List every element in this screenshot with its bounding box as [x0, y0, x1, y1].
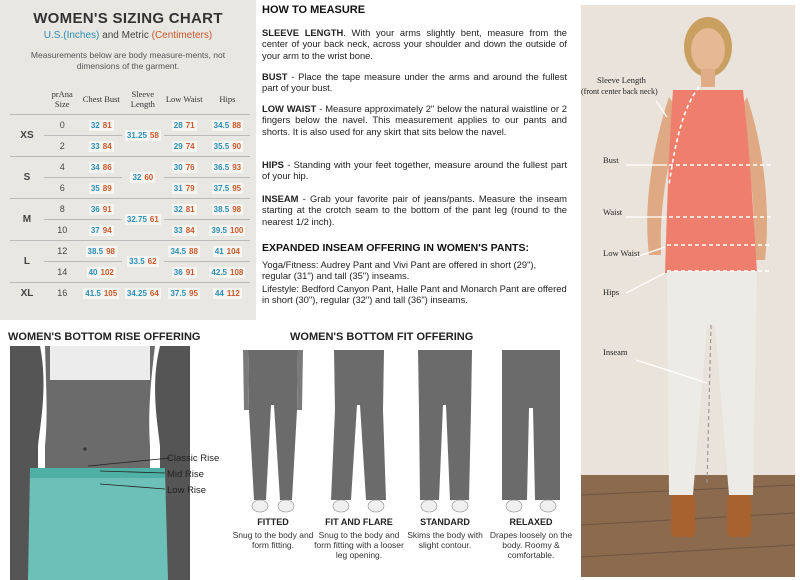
size-row — [10, 241, 250, 262]
fit-name-relaxed: RELAXED — [509, 517, 553, 527]
rise-navel — [83, 447, 86, 450]
low-waist-cell-cm: 74 — [185, 141, 195, 151]
measure-text-bust: - Place the tape measure under the arms and around the fullest part of your bust. — [262, 71, 567, 94]
photo-label-sleeve: Sleeve Length — [597, 75, 646, 85]
chest-bust-cell — [80, 115, 122, 136]
sleeve-length-cell-cm: 64 — [149, 288, 159, 298]
size-table — [10, 84, 250, 303]
chest-bust-cell-cm: 91 — [102, 204, 112, 214]
sleeve-length-cell-in: 33.5 — [129, 257, 145, 266]
low-waist-cell — [164, 241, 205, 262]
rise-title: WOMEN'S BOTTOM RISE OFFERING — [8, 331, 201, 343]
fit-and-flare-pant-icon — [331, 350, 386, 512]
sleeve-length-cell-in: 31.25 — [126, 131, 147, 140]
fit-desc-fitted: Snug to the body and form fitting. — [232, 530, 314, 550]
fit-name-fit-and-flare: FIT AND FLARE — [325, 517, 393, 527]
subtitle-and: and Metric — [102, 30, 149, 41]
inseam-offering-title: EXPANDED INSEAM OFFERING IN WOMEN'S PANTS: — [262, 242, 529, 254]
low-waist-cell-cm: 71 — [185, 120, 195, 130]
chest-bust-cell-in: 38.5 — [87, 246, 104, 256]
low-waist-cell — [164, 136, 205, 157]
chest-bust-cell-cm: 89 — [102, 183, 112, 193]
size-number: 12 — [44, 241, 81, 262]
subtitle-metric: (Centimeters) — [151, 30, 213, 41]
size-label: XS — [10, 115, 44, 157]
measure-text-inseam: - Grab your favorite pair of jeans/pants. Measure the inseam starting at the crotch seam to the bottom of the pant leg (round to the nearest 1/2 inch). — [262, 193, 567, 227]
measure-term-inseam: INSEAM — [262, 193, 299, 204]
hips-cell-cm: 100 — [230, 225, 244, 235]
low-waist-cell-cm: 88 — [189, 246, 198, 256]
size-label: L — [10, 241, 44, 283]
fit-title: WOMEN'S BOTTOM FIT OFFERING — [290, 331, 474, 343]
hips-cell-cm: 98 — [232, 204, 242, 214]
photo-label-inseam: Inseam — [603, 347, 628, 357]
size-label: S — [10, 157, 44, 199]
hips-cell-cm: 95 — [232, 183, 242, 193]
measure-inseam — [262, 193, 567, 227]
measure-bust — [262, 71, 567, 94]
chest-bust-cell — [80, 136, 122, 157]
low-waist-cell-cm: 84 — [185, 225, 195, 235]
low-waist-cell-in: 28 — [173, 120, 183, 130]
face — [691, 28, 725, 72]
header-chest-bust: Chest Bust — [82, 94, 120, 104]
hips-cell-in: 38.5 — [213, 204, 230, 214]
chest-bust-cell — [80, 241, 122, 262]
low-rise-label: Low Rise — [167, 485, 207, 496]
size-number: 0 — [44, 115, 81, 136]
sleeve-length-cell-cm: 62 — [147, 257, 157, 266]
boot-left — [671, 495, 695, 537]
header-prana-size: prAna Size — [51, 89, 73, 109]
fit-desc-relaxed: Drapes loosely on the body. Roomy & comfortable. — [489, 530, 573, 560]
hips-cell — [205, 136, 250, 157]
hips-cell — [205, 115, 250, 136]
photo-label-hips: Hips — [603, 287, 620, 297]
chest-bust-cell-in: 41.5 — [85, 288, 101, 298]
low-waist-cell-in: 33 — [173, 225, 183, 235]
chest-bust-cell — [80, 283, 122, 304]
chest-bust-cell-in: 37 — [90, 225, 100, 235]
chest-bust-cell-cm: 81 — [102, 120, 112, 130]
size-number: 16 — [44, 283, 81, 304]
low-waist-cell-cm: 91 — [185, 267, 195, 277]
how-to-measure-title: HOW TO MEASURE — [262, 4, 366, 16]
fitted-pant-icon — [243, 350, 303, 512]
size-number: 8 — [44, 199, 81, 220]
sleeve-length-cell-cm: 61 — [149, 215, 159, 224]
inseam-yoga-line: Yoga/Fitness: Audrey Pant and Vivi Pant are offered in short (29"), regular (31") and tall (35") inseams. — [262, 259, 537, 282]
low-waist-cell-in: 32 — [173, 204, 183, 214]
low-waist-cell — [164, 199, 205, 220]
low-waist-cell-cm: 76 — [185, 162, 195, 172]
chart-note: Measurements below are body measure-ments, not dimensions of the garment. — [30, 50, 226, 71]
hips-cell — [205, 199, 250, 220]
header-sleeve-length: Sleeve Length — [130, 89, 155, 109]
measure-term-low-waist: LOW WAIST — [262, 103, 317, 114]
chest-bust-cell — [80, 262, 122, 283]
sleeve-length-cell-in: 32.75 — [126, 215, 147, 224]
rise-top — [50, 346, 150, 380]
hips-cell-cm: 93 — [232, 162, 242, 172]
header-hips: Hips — [219, 94, 236, 104]
low-waist-cell-in: 34.5 — [170, 246, 187, 256]
photo-label-low-waist: Low Waist — [603, 248, 640, 258]
low-waist-cell — [164, 115, 205, 136]
sleeve-length-cell — [122, 157, 164, 199]
low-waist-cell — [164, 283, 205, 304]
chest-bust-cell-in: 34 — [90, 162, 100, 172]
low-waist-cell-in: 29 — [173, 141, 183, 151]
hips-cell-cm: 90 — [232, 141, 242, 151]
low-waist-cell-in: 30 — [173, 162, 183, 172]
measure-term-sleeve: SLEEVE LENGTH — [262, 27, 344, 38]
fit-desc-fit-and-flare: Snug to the body and form fitting with a looser leg opening. — [314, 530, 404, 560]
hips-cell-in: 42.5 — [211, 267, 227, 277]
hips-cell — [205, 283, 250, 304]
sleeve-length-cell-cm: 58 — [149, 131, 159, 140]
low-waist-cell-in: 31 — [173, 183, 183, 193]
photo-label-sleeve-sub: (front center back neck) — [581, 87, 658, 96]
size-number: 4 — [44, 157, 81, 178]
low-waist-cell-cm: 81 — [185, 204, 195, 214]
sleeve-length-cell — [122, 283, 164, 304]
chest-bust-cell-cm: 102 — [100, 267, 114, 277]
measure-term-hips: HIPS — [262, 159, 284, 170]
fit-desc-standard: Skims the body with slight contour. — [407, 530, 483, 550]
header-low-waist: Low Waist — [165, 94, 203, 104]
size-row — [10, 115, 250, 136]
chest-bust-cell-cm: 94 — [102, 225, 112, 235]
size-label: XL — [10, 283, 44, 304]
sleeve-length-cell — [122, 241, 164, 283]
size-row — [10, 199, 250, 220]
measure-text-low-waist: - Measure approximately 2" below the natural waistline or 2 fingers below the navel. This measurement applies to our pants and shorts. It is also used for any skirt that sits below the navel. — [262, 103, 567, 137]
classic-rise-label: Classic Rise — [167, 453, 220, 464]
chest-bust-cell-in: 40 — [88, 267, 98, 277]
size-number: 14 — [44, 262, 81, 283]
chart-title: WOMEN'S SIZING CHART — [33, 10, 223, 27]
size-number: 10 — [44, 220, 81, 241]
size-table-body — [10, 115, 250, 304]
standard-pant-icon — [418, 350, 472, 512]
low-waist-cell-in: 37.5 — [170, 288, 187, 298]
low-waist-cell-in: 36 — [173, 267, 183, 277]
header-blank — [10, 84, 44, 115]
measure-sleeve — [262, 27, 567, 61]
boot-right — [727, 495, 751, 537]
chest-bust-cell — [80, 157, 122, 178]
model-photo — [581, 5, 795, 577]
hips-cell — [205, 241, 250, 262]
photo-label-waist: Waist — [603, 207, 623, 217]
sleeve-length-cell-cm: 60 — [144, 173, 154, 182]
measure-text-hips: - Standing with your feet together, measure around the fullest part of your hip. — [262, 159, 567, 182]
low-waist-cell — [164, 178, 205, 199]
hips-cell-in: 44 — [214, 288, 224, 298]
size-row — [10, 283, 250, 304]
chest-bust-cell — [80, 199, 122, 220]
measure-text-sleeve: . With your arms slightly bent, measure from the center of your back neck, across your shoulder and down the outside of your arm to the wrist bone. — [262, 27, 567, 61]
low-waist-cell-cm: 95 — [189, 288, 198, 298]
low-waist-cell-cm: 79 — [185, 183, 195, 193]
low-waist-cell — [164, 220, 205, 241]
hips-cell-in: 35.5 — [213, 141, 230, 151]
hips-cell — [205, 178, 250, 199]
size-number: 2 — [44, 136, 81, 157]
low-waist-cell — [164, 157, 205, 178]
photo-label-bust: Bust — [603, 155, 619, 165]
inseam-lifestyle-line: Lifestyle: Bedford Canyon Pant, Halle Pant and Monarch Pant are offered in short (30"), regular (32") and tall (36") inseams. — [262, 283, 567, 306]
chest-bust-cell — [80, 178, 122, 199]
sleeve-length-cell-in: 32 — [132, 173, 142, 182]
hips-cell-in: 36.5 — [213, 162, 230, 172]
chest-bust-cell-cm: 86 — [102, 162, 112, 172]
hips-cell-cm: 104 — [226, 246, 241, 256]
subtitle-us: U.S.(Inches) — [43, 30, 100, 41]
sleeve-length-cell-in: 34.25 — [126, 288, 147, 298]
hips-cell — [205, 262, 250, 283]
chest-bust-cell — [80, 220, 122, 241]
hips-cell-in: 37.5 — [213, 183, 230, 193]
chest-bust-cell-cm: 98 — [106, 246, 115, 256]
chart-subtitle — [0, 30, 256, 41]
chest-bust-cell-cm: 84 — [102, 141, 112, 151]
chest-bust-cell-cm: 105 — [103, 288, 118, 298]
hips-cell — [205, 220, 250, 241]
sleeve-length-cell — [122, 115, 164, 157]
relaxed-pant-icon — [502, 350, 560, 512]
hips-cell-cm: 108 — [230, 267, 244, 277]
fit-name-fitted: FITTED — [257, 517, 289, 527]
measure-hips — [262, 159, 567, 182]
hips-cell-in: 41 — [214, 246, 224, 256]
low-waist-cell — [164, 262, 205, 283]
size-number: 6 — [44, 178, 81, 199]
size-label: M — [10, 199, 44, 241]
chest-bust-cell-in: 35 — [90, 183, 100, 193]
chest-bust-cell-in: 33 — [90, 141, 100, 151]
hips-cell — [205, 157, 250, 178]
chest-bust-cell-in: 36 — [90, 204, 100, 214]
hips-cell-in: 34.5 — [213, 120, 230, 130]
mid-rise-label: Mid Rise — [167, 469, 204, 480]
measure-low-waist — [262, 103, 567, 137]
measure-term-bust: BUST — [262, 71, 288, 82]
chest-bust-cell-in: 32 — [90, 120, 100, 130]
hips-cell-cm: 88 — [232, 120, 242, 130]
fit-illustrations — [240, 350, 575, 515]
hips-cell-in: 39.5 — [211, 225, 227, 235]
size-table-header — [10, 84, 250, 115]
fit-name-standard: STANDARD — [420, 517, 470, 527]
rise-pant — [28, 470, 168, 580]
rise-waistband — [30, 468, 165, 478]
size-row — [10, 157, 250, 178]
hips-cell-cm: 112 — [226, 288, 240, 298]
sleeve-length-cell — [122, 199, 164, 241]
